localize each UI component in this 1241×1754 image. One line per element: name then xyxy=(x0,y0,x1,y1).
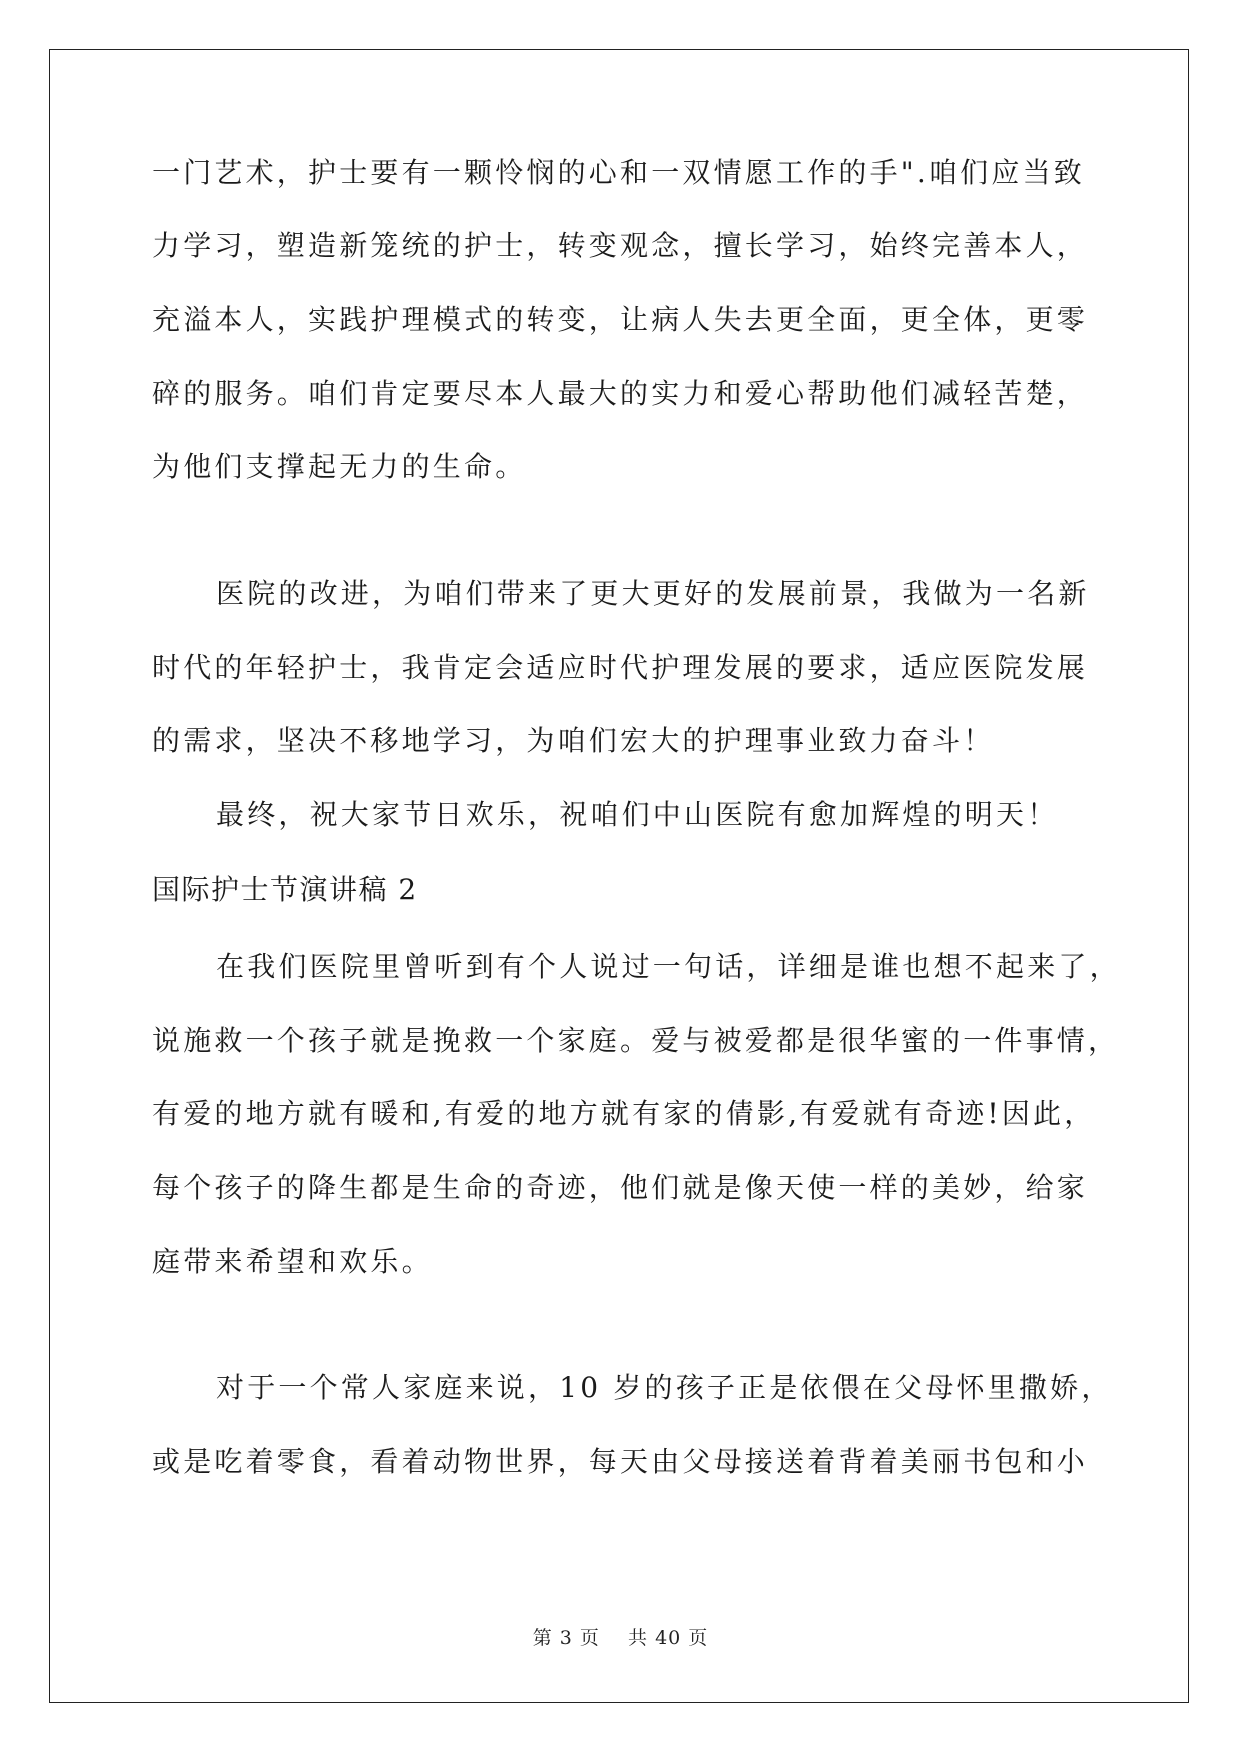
paragraph-first-line: 最终，祝大家节日欢乐，祝咱们中山医院有愈加辉煌的明天！ xyxy=(216,798,1059,831)
body-text-line: 为他们支撑起无力的生命。 xyxy=(152,450,527,483)
body-text-line: 的需求，坚决不移地学习，为咱们宏大的护理事业致力奋斗！ xyxy=(152,724,995,757)
page-number-footer: 第 3 页 共 40 页 xyxy=(532,1627,709,1649)
body-text-line: 力学习，塑造新笼统的护士，转变观念，擅长学习，始终完善本人， xyxy=(152,229,1089,262)
body-text-line: 碎的服务。咱们肯定要尽本人最大的实力和爱心帮助他们减轻苦楚， xyxy=(152,377,1089,410)
body-text-line: 或是吃着零食，看着动物世界，每天由父母接送着背着美丽书包和小 xyxy=(152,1445,1089,1478)
body-text-line: 每个孩子的降生都是生命的奇迹，他们就是像天使一样的美妙，给家 xyxy=(152,1171,1089,1204)
section-heading: 国际护士节演讲稿 2 xyxy=(152,873,418,906)
paragraph-first-line: 对于一个常人家庭来说，10 岁的孩子正是依偎在父母怀里撒娇， xyxy=(216,1371,1113,1404)
body-text-line: 一门艺术，护士要有一颗怜悯的心和一双情愿工作的手".咱们应当致 xyxy=(152,156,1085,189)
body-text-line: 有爱的地方就有暖和,有爱的地方就有家的倩影,有爱就有奇迹!因此， xyxy=(152,1097,1096,1130)
body-text-line: 庭带来希望和欢乐。 xyxy=(152,1245,433,1278)
body-text-line: 说施救一个孩子就是挽救一个家庭。爱与被爱都是很华蜜的一件事情， xyxy=(152,1024,1120,1057)
paragraph-first-line: 医院的改进，为咱们带来了更大更好的发展前景，我做为一名新 xyxy=(216,577,1090,610)
body-text-line: 时代的年轻护士，我肯定会适应时代护理发展的要求，适应医院发展 xyxy=(152,651,1089,684)
body-text-line: 充溢本人，实践护理模式的转变，让病人失去更全面，更全体，更零 xyxy=(152,303,1089,336)
paragraph-first-line: 在我们医院里曾听到有个人说过一句话，详细是谁也想不起来了， xyxy=(216,950,1121,983)
